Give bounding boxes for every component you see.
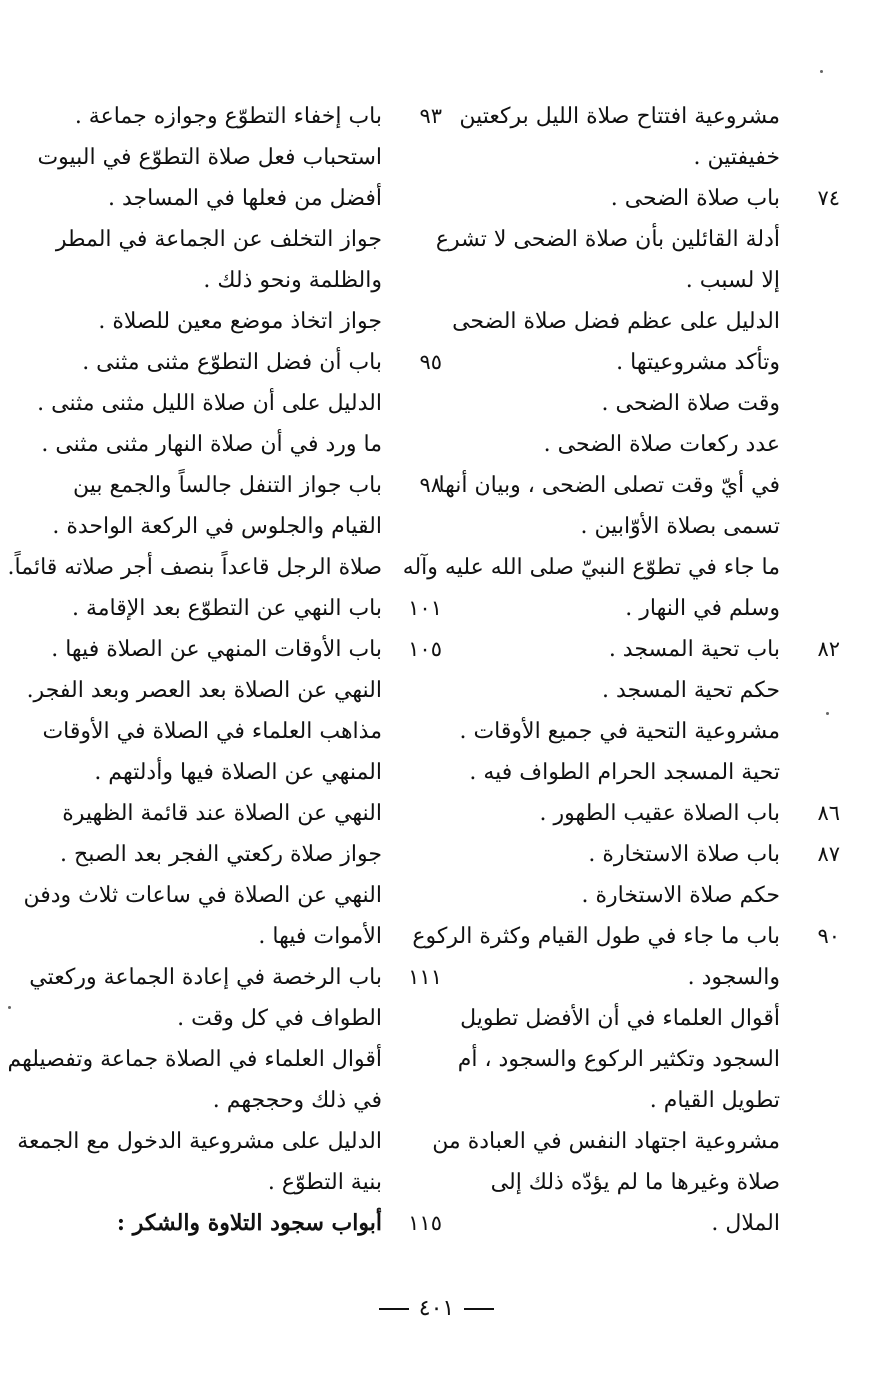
entry-text: تسمى بصلاة الأوّابين . <box>580 514 780 539</box>
index-entry <box>448 1203 840 1244</box>
entry-text: الدليل على مشروعية الدخول مع الجمعة <box>17 1129 382 1154</box>
entry-text: الطواف في كل وقت . <box>177 1006 382 1031</box>
entry-text: مذاهب العلماء في الصلاة في الأوقات <box>42 719 382 744</box>
index-entry <box>7 1039 442 1080</box>
index-entry <box>448 137 840 178</box>
entry-text: جواز اتخاذ موضع معين للصلاة . <box>98 309 382 334</box>
index-entry <box>448 1080 840 1121</box>
index-entry <box>26 670 442 711</box>
entry-text: باب الأوقات المنهي عن الصلاة فيها . <box>51 637 382 662</box>
entry-page-number: ٩٨ <box>419 473 442 497</box>
page-number: ٤٠١ <box>418 1296 455 1321</box>
entry-text: السجود وتكثير الركوع والسجود ، أم <box>457 1047 780 1072</box>
entry-text: والظلمة ونحو ذلك . <box>203 268 382 293</box>
entry-text: باب جواز التنفل جالساً والجمع بين <box>73 473 382 498</box>
entry-text: تحية المسجد الحرام الطواف فيه . <box>469 760 780 785</box>
entry-text: النهي عن الصلاة في ساعات ثلاث ودفن <box>23 883 382 908</box>
entry-text: بنية التطوّع . <box>267 1170 382 1195</box>
index-entry <box>448 670 840 711</box>
entry-text: في أيّ وقت تصلى الضحى ، وبيان أنها <box>438 473 780 498</box>
index-entry <box>50 1080 442 1121</box>
entry-text: النهي عن الصلاة بعد العصر وبعد الفجر. <box>26 678 382 703</box>
index-entry <box>50 260 442 301</box>
index-entry <box>448 178 840 219</box>
scan-speck <box>826 712 829 715</box>
page-footer <box>0 1296 873 1321</box>
footer-dash-right <box>379 1308 409 1310</box>
entry-page-number: ١٠٥ <box>408 637 442 661</box>
entry-text: باب الرخصة في إعادة الجماعة وركعتي <box>29 965 382 990</box>
entry-page-number: ٨٢ <box>817 637 840 661</box>
index-entry <box>448 998 840 1039</box>
index-entry <box>448 711 840 752</box>
index-entry <box>448 424 840 465</box>
entry-text: الأموات فيها . <box>258 924 382 949</box>
index-entry <box>50 834 442 875</box>
index-entry <box>412 916 840 957</box>
entry-text: باب أن فضل التطوّع مثنى مثنى . <box>82 350 382 375</box>
entry-page-number: ١١١ <box>408 965 442 989</box>
index-entry <box>448 96 840 137</box>
index-entry <box>435 219 840 260</box>
index-entry <box>50 178 442 219</box>
entry-text: باب النهي عن التطوّع بعد الإقامة . <box>71 596 382 621</box>
index-entry <box>402 547 840 588</box>
index-entry <box>448 629 840 670</box>
entry-text: عدد ركعات صلاة الضحى . <box>543 432 780 457</box>
entry-text: حكم صلاة الاستخارة . <box>581 883 780 908</box>
entry-text: وقت صلاة الضحى . <box>601 391 780 416</box>
index-entry <box>50 916 442 957</box>
index-entry <box>50 342 442 383</box>
index-entry <box>438 465 840 506</box>
index-entry <box>448 957 840 998</box>
entry-page-number: ٨٦ <box>817 801 840 825</box>
entry-text: جواز التخلف عن الجماعة في المطر <box>55 227 382 252</box>
entry-text: مشروعية التحية في جميع الأوقات . <box>459 719 780 744</box>
entry-text: إلا لسبب . <box>685 268 780 293</box>
entry-text: الملال . <box>711 1211 780 1236</box>
entry-text: أبواب سجود التلاوة والشكر : <box>116 1210 382 1236</box>
index-entry <box>448 588 840 629</box>
index-entry <box>37 383 442 424</box>
entry-text: المنهي عن الصلاة فيها وأدلتهم . <box>94 760 382 785</box>
index-entry <box>50 301 442 342</box>
index-entry <box>448 342 840 383</box>
entry-text: أفضل من فعلها في المساجد . <box>108 186 382 211</box>
entry-page-number: ٩٣ <box>419 104 442 128</box>
index-entry <box>448 1162 840 1203</box>
entry-text: النهي عن الصلاة عند قائمة الظهيرة <box>62 801 382 826</box>
entry-text: حكم تحية المسجد . <box>601 678 780 703</box>
entry-text: أدلة القائلين بأن صلاة الضحى لا تشرع <box>435 227 780 252</box>
index-entry <box>37 137 442 178</box>
index-entry <box>448 301 840 342</box>
index-entry <box>42 711 442 752</box>
entry-text: باب تحية المسجد . <box>608 637 780 662</box>
entry-text: والسجود . <box>687 965 780 990</box>
index-entry <box>41 424 442 465</box>
index-entry <box>50 998 442 1039</box>
index-entry <box>50 629 442 670</box>
entry-page-number: ٧٤ <box>817 186 840 210</box>
entry-text: مشروعية اجتهاد النفس في العبادة من <box>432 1129 780 1154</box>
footer-dash-left <box>464 1308 494 1310</box>
entry-text: في ذلك وحججهم . <box>212 1088 382 1113</box>
entry-text: صلاة الرجل قاعداً بنصف أجر صلاته قائماً. <box>7 555 382 580</box>
index-entry <box>50 1203 442 1244</box>
index-entry <box>448 793 840 834</box>
entry-text: الدليل على أن صلاة الليل مثنى مثنى . <box>37 391 382 416</box>
entry-text: أقوال العلماء في الصلاة جماعة وتفصيلهم <box>7 1047 382 1072</box>
index-entry <box>50 96 442 137</box>
index-entry <box>7 547 442 588</box>
entry-page-number: ٩٠ <box>817 924 840 948</box>
index-entry <box>448 875 840 916</box>
index-entry <box>29 957 442 998</box>
entry-text: خفيفتين . <box>693 145 780 170</box>
entry-page-number: ١١٥ <box>408 1211 442 1235</box>
index-entry <box>50 752 442 793</box>
index-entry <box>50 219 442 260</box>
index-entry <box>448 834 840 875</box>
index-entry <box>23 875 442 916</box>
entry-text: استحباب فعل صلاة التطوّع في البيوت <box>37 145 382 170</box>
index-entry <box>448 752 840 793</box>
index-entry <box>50 506 442 547</box>
index-entry <box>50 793 442 834</box>
index-entry <box>17 1121 442 1162</box>
index-entry <box>448 260 840 301</box>
entry-text: تطويل القيام . <box>649 1088 780 1113</box>
index-entry <box>448 383 840 424</box>
index-entry <box>448 1039 840 1080</box>
entry-text: باب الصلاة عقيب الطهور . <box>539 801 780 826</box>
entry-text: وتأكد مشروعيتها . <box>616 350 780 375</box>
entry-text: ما جاء في تطوّع النبيّ صلى الله عليه وآله <box>402 555 780 580</box>
entry-text: أقوال العلماء في أن الأفضل تطويل <box>460 1006 780 1031</box>
scan-speck <box>8 1006 11 1009</box>
index-entry <box>432 1121 840 1162</box>
entry-text: ما ورد في أن صلاة النهار مثنى مثنى . <box>41 432 382 457</box>
entry-text: باب صلاة الضحى . <box>610 186 780 211</box>
entry-text: باب إخفاء التطوّع وجوازه جماعة . <box>74 104 382 129</box>
entry-text: باب ما جاء في طول القيام وكثرة الركوع <box>412 924 780 949</box>
entry-page-number: ١٠١ <box>408 596 442 620</box>
entry-text: باب صلاة الاستخارة . <box>588 842 780 867</box>
index-column-left <box>7 96 442 1244</box>
entry-text: القيام والجلوس في الركعة الواحدة . <box>52 514 382 539</box>
scan-speck <box>820 70 823 73</box>
index-entry <box>50 465 442 506</box>
entry-page-number: ٩٥ <box>419 350 442 374</box>
index-entry <box>50 1162 442 1203</box>
entry-page-number: ٨٧ <box>817 842 840 866</box>
index-entry <box>448 506 840 547</box>
entry-text: مشروعية افتتاح صلاة الليل بركعتين <box>459 104 780 129</box>
entry-text: جواز صلاة ركعتي الفجر بعد الصبح . <box>60 842 382 867</box>
index-entry <box>50 588 442 629</box>
entry-text: صلاة وغيرها ما لم يؤدّه ذلك إلى <box>490 1170 780 1195</box>
entry-text: وسلم في النهار . <box>625 596 780 621</box>
entry-text: الدليل على عظم فضل صلاة الضحى <box>452 309 780 334</box>
